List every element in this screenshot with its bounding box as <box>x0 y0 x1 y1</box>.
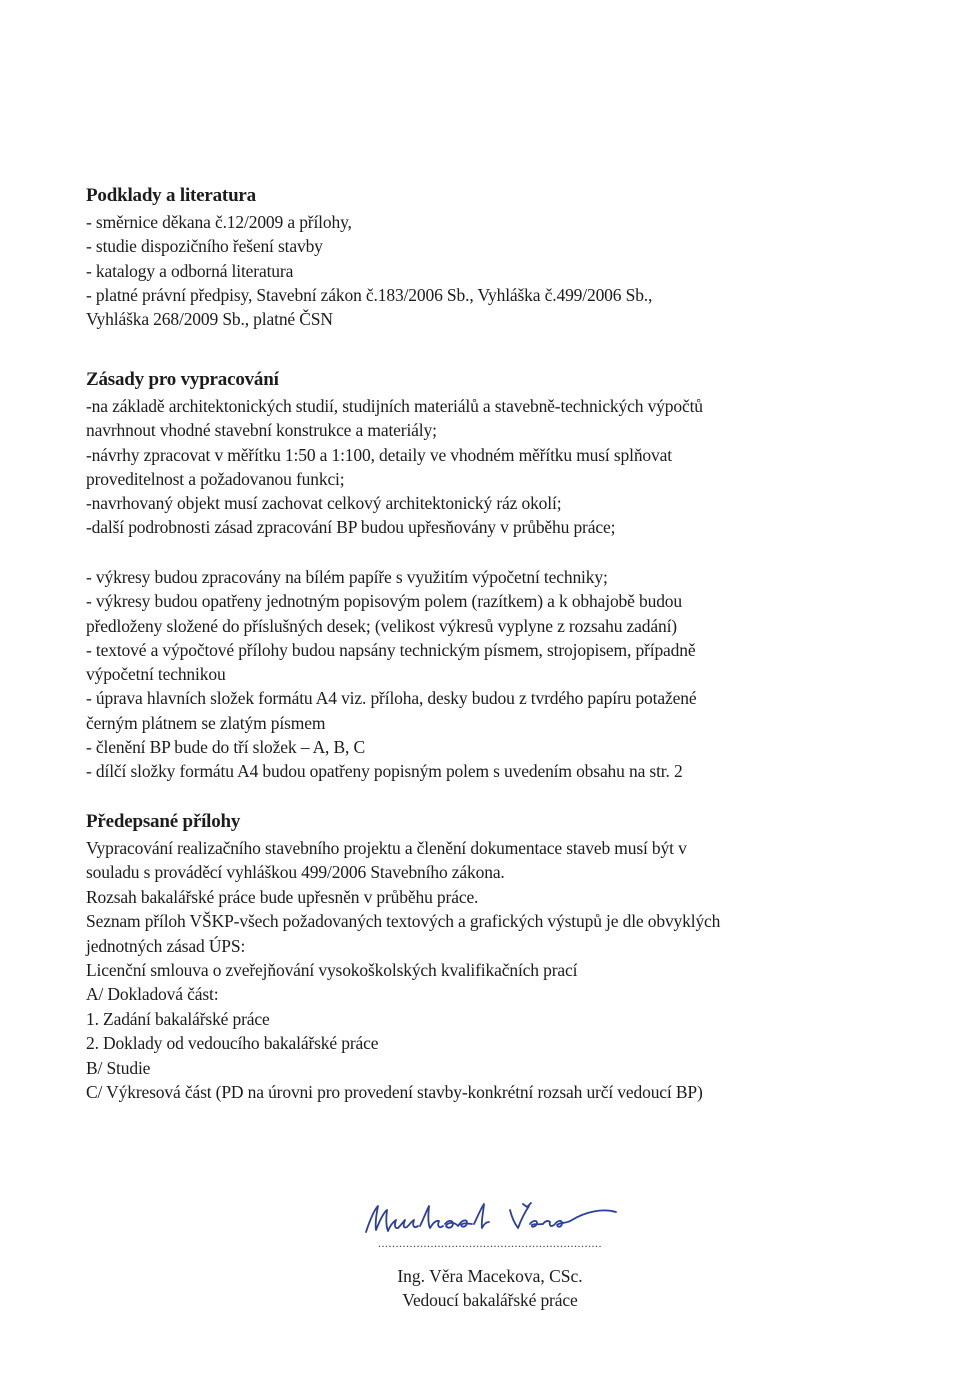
text-line: souladu s prováděcí vyhláškou 499/2006 Stavebního zákona. <box>86 862 505 883</box>
text-line: výpočetní technikou <box>86 664 226 685</box>
text-line: jednotných zásad ÚPS: <box>86 935 246 956</box>
text-line: navrhnout vhodné stavební konstrukce a materiály; <box>86 420 437 441</box>
signer-name: Ing. Věra Macekova, CSc. <box>397 1266 583 1286</box>
text-line: - výkresy budou zpracovány na bílém papíře s využitím výpočetní techniky; <box>86 567 608 587</box>
text-line: Rozsah bakalářské práce bude upřesněn v průběhu práce. <box>86 886 479 907</box>
text-line: Licenční smlouva o zveřejňování vysokoškolských kvalifikačních prací <box>86 960 578 981</box>
text-line: - studie dispozičního řešení stavby <box>86 236 323 257</box>
text-line: -navrhovaný objekt musí zachovat celkový architektonický ráz okolí; <box>86 493 562 514</box>
text-line: A/ Dokladová část: <box>86 984 219 1005</box>
text-line: -další podrobnosti zásad zpracování BP budou upřesňovány v průběhu práce; <box>86 517 616 538</box>
signature-block <box>330 1198 650 1312</box>
section-vykresy <box>86 565 876 784</box>
text-line: Vypracování realizačního stavebního projektu a členění dokumentace staveb musí být v <box>86 838 687 858</box>
text-line: předloženy složené do příslušných desek; (velikost výkresů vyplyne z rozsahu zadání) <box>86 615 677 636</box>
text-line: -návrhy zpracovat v měřítku 1:50 a 1:100, detaily ve vhodném měřítku musí splňovat <box>86 444 672 465</box>
text-line: - katalogy a odborná literatura <box>86 260 294 281</box>
section-heading: Zásady pro vypracování <box>86 369 279 390</box>
section-prilohy <box>86 810 876 1104</box>
text-line: - platné právní předpisy, Stavební zákon č.183/2006 Sb., Vyhláška č.499/2006 Sb., <box>86 284 653 305</box>
text-line: černým plátnem se zlatým písmem <box>86 712 326 733</box>
text-line: B/ Studie <box>86 1057 151 1078</box>
section-heading: Předepsané přílohy <box>86 811 241 832</box>
text-line: 1. Zadání bakalářské práce <box>86 1008 270 1029</box>
text-line: - dílčí složky formátu A4 budou opatřeny popisným polem s uvedením obsahu na str. 2 <box>86 761 683 782</box>
text-line: - členění BP bude do tří složek – A, B, C <box>86 737 366 758</box>
text-line: - směrnice děkana č.12/2009 a přílohy, <box>86 212 352 232</box>
text-line: - úprava hlavních složek formátu A4 viz. příloha, desky budou z tvrdého papíru potažené <box>86 688 697 709</box>
section-podklady <box>86 184 876 331</box>
text-line: -na základě architektonických studií, studijních materiálů a stavebně-technických výpočtů <box>86 396 703 416</box>
signer-role: Vedoucí bakalářské práce <box>402 1290 578 1310</box>
text-line: 2. Doklady od vedoucího bakalářské práce <box>86 1033 379 1054</box>
section-heading: Podklady a literatura <box>86 185 256 206</box>
text-line: proveditelnost a požadovanou funkci; <box>86 468 345 489</box>
text-line: - výkresy budou opatřeny jednotným popisovým polem (razítkem) a k obhajobě budou <box>86 591 682 612</box>
signature-dotted-line: ................................................................ <box>378 1236 602 1250</box>
text-line: - textové a výpočtové přílohy budou napsány technickým písmem, strojopisem, případně <box>86 639 696 660</box>
text-line: Seznam příloh VŠKP-všech požadovaných textových a grafických výstupů je dle obvyklých <box>86 911 721 932</box>
text-line: C/ Výkresová část (PD na úrovni pro provedení stavby-konkrétní rozsah určí vedoucí BP) <box>86 1082 703 1103</box>
section-zasady <box>86 368 876 540</box>
text-line: Vyhláška 268/2009 Sb., platné ČSN <box>86 309 333 330</box>
